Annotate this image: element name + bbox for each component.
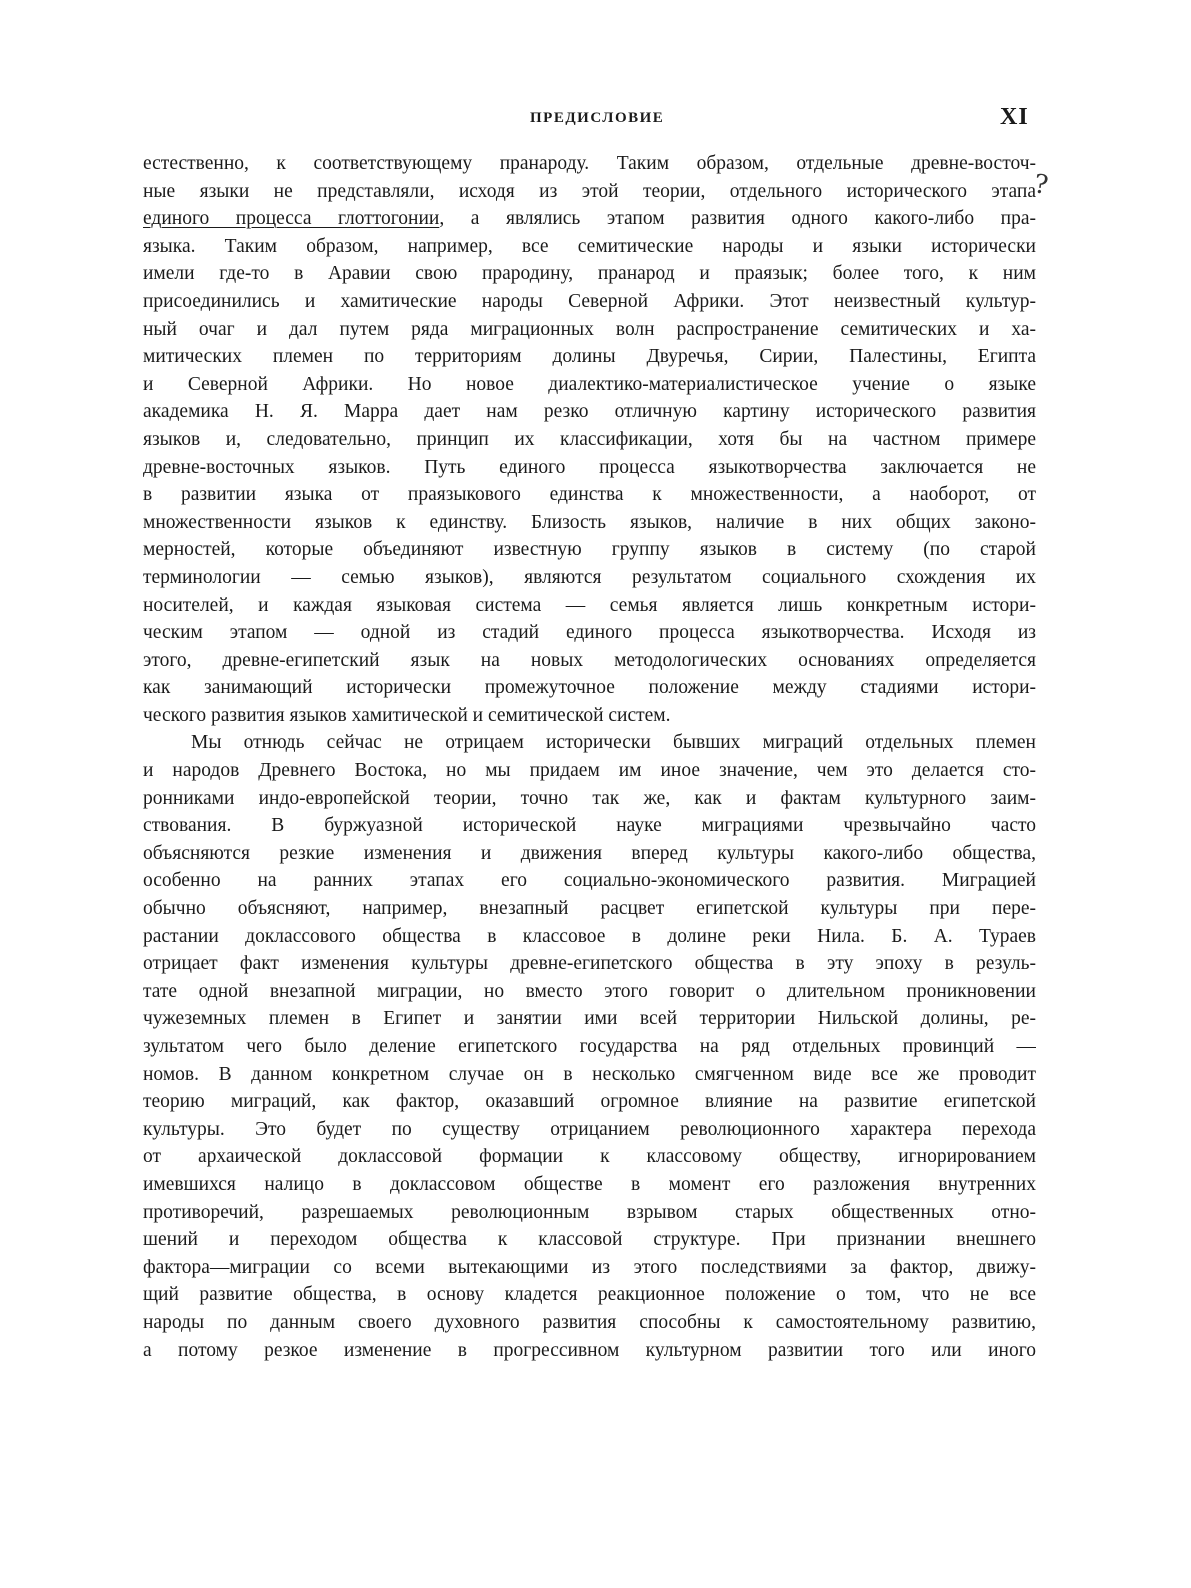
text-line: ные языки не представляли, исходя из этой теории, отдельного исторического этапа xyxy=(143,180,1036,202)
text-line: множественности языков к единству. Близость языков, наличие в них общих законо- xyxy=(143,511,1036,533)
text-line: обычно объясняют, например, внезапный расцвет египетской культуры при пере- xyxy=(143,898,1036,920)
text-line: языков и, следовательно, принцип их классификации, хотя бы на частном примере xyxy=(143,428,1036,450)
text-line: носителей, и каждая языковая система — семья является лишь конкретным истори- xyxy=(143,594,1036,616)
text-line: отрицает факт изменения культуры древне-египетского общества в эту эпоху в резуль- xyxy=(143,953,1036,975)
text-line-rest: , а являлись этапом развития одного какого-либо пра- xyxy=(439,208,1036,230)
text-line: шений и переходом общества к классовой структуре. При признании внешнего xyxy=(143,1229,1036,1251)
text-line: культуры. Это будет по существу отрицанием революционного характера перехода xyxy=(143,1118,1036,1140)
underlined-phrase: единого процесса глоттогонии xyxy=(143,208,440,230)
running-head-title: ПРЕДИСЛОВИЕ xyxy=(530,110,665,126)
page-number: XI xyxy=(1000,104,1029,130)
text-line: особенно на ранних этапах его социально-экономического развития. Миграцией xyxy=(143,870,1036,892)
text-line: и Северной Африки. Но новое диалектико-материалистическое учение о языке xyxy=(143,373,1036,395)
text-line: чужеземных племен в Египет и занятии ими всей территории Нильской долины, ре- xyxy=(143,1008,1036,1030)
text-line: номов. В данном конкретном случае он в несколько смягченном виде все же проводит xyxy=(143,1063,1036,1085)
text-line: древне-восточных языков. Путь единого процесса языкотворчества заключается не xyxy=(143,456,1036,478)
text-line: и народов Древнего Востока, но мы придаем им иное значение, чем это делается сто- xyxy=(143,760,1036,782)
text-line: ческим этапом — одной из стадий единого процесса языкотворчества. Исходя из xyxy=(143,622,1036,644)
text-line: а потому резкое изменение в прогрессивном культурном развитии того или иного xyxy=(143,1339,1036,1361)
text-line: объясняются резкие изменения и движения вперед культуры какого-либо общества, xyxy=(143,842,1036,864)
handwritten-margin-note: ? xyxy=(1031,169,1050,201)
text-line: естественно, к соответствующему пранароду. Таким образом, отдельные древне-восточ- xyxy=(143,153,1036,174)
text-line: щий развитие общества, в основу кладется реакционное положение о том, что не все xyxy=(143,1284,1036,1306)
text-line: ный очаг и дал путем ряда миграционных волн распространение семитических и ха- xyxy=(143,318,1036,340)
text-line: тате одной внезапной миграции, но вместо этого говорит о длительном проникновении xyxy=(143,980,1036,1002)
text-line: ронниками индо-европейской теории, точно так же, как и фактам культурного заим- xyxy=(143,787,1036,809)
text-line: академика Н. Я. Марра дает нам резко отличную картину исторического развития xyxy=(143,401,1036,423)
text-line: в развитии языка от праязыкового единства к множественности, а наоборот, от xyxy=(143,484,1036,506)
text-line: мерностей, которые объединяют известную группу языков в систему (по старой xyxy=(143,539,1036,561)
paragraph-1 xyxy=(143,150,1036,729)
text-line: языка. Таким образом, например, все семитические народы и языки исторически xyxy=(143,235,1036,257)
text-line: как занимающий исторически промежуточное положение между стадиями истори- xyxy=(143,677,1036,699)
text-line: зультатом чего было деление египетского государства на ряд отдельных провинций — xyxy=(143,1036,1036,1057)
running-head xyxy=(0,104,1191,134)
text-line-with-underline xyxy=(143,205,1036,233)
text-line: народы по данным своего духовного развития способны к самостоятельному развитию, xyxy=(143,1311,1036,1333)
text-line: Мы отнюдь сейчас не отрицаем исторически бывших миграций отдельных племен xyxy=(191,732,1036,754)
text-line: ческого развития языков хамитической и семитической систем. xyxy=(143,704,671,726)
text-line: растании доклассового общества в классовое в долине реки Нила. Б. А. Тураев xyxy=(143,925,1036,947)
paragraph-2 xyxy=(143,729,1036,1364)
text-line: присоединились и хамитические народы Северной Африки. Этот неизвестный культур- xyxy=(143,290,1036,312)
body-text xyxy=(143,150,1036,1364)
text-line: митических племен по территориям долины Двуречья, Сирии, Палестины, Египта xyxy=(143,346,1036,368)
text-line: имевшихся налицо в доклассовом обществе в момент его разложения внутренних xyxy=(143,1173,1036,1195)
text-line: имели где-то в Аравии свою прародину, пранарод и праязык; более того, к ним xyxy=(143,263,1036,285)
text-line: фактора—миграции со всеми вытекающими из этого последствиями за фактор, движу- xyxy=(143,1256,1036,1278)
text-line: терминологии — семью языков), являются результатом социального схождения их xyxy=(143,566,1036,588)
text-line: этого, древне-египетский язык на новых методологических основаниях определяется xyxy=(143,649,1036,671)
text-line: от архаической доклассовой формации к классовому обществу, игнорированием xyxy=(143,1146,1036,1168)
text-line: теорию миграций, как фактор, оказавший огромное влияние на развитие египетской xyxy=(143,1091,1036,1113)
text-line: противоречий, разрешаемых революционным взрывом старых общественных отно- xyxy=(143,1201,1036,1223)
text-line: ствования. В буржуазной исторической науке миграциями чрезвычайно часто xyxy=(143,815,1036,837)
